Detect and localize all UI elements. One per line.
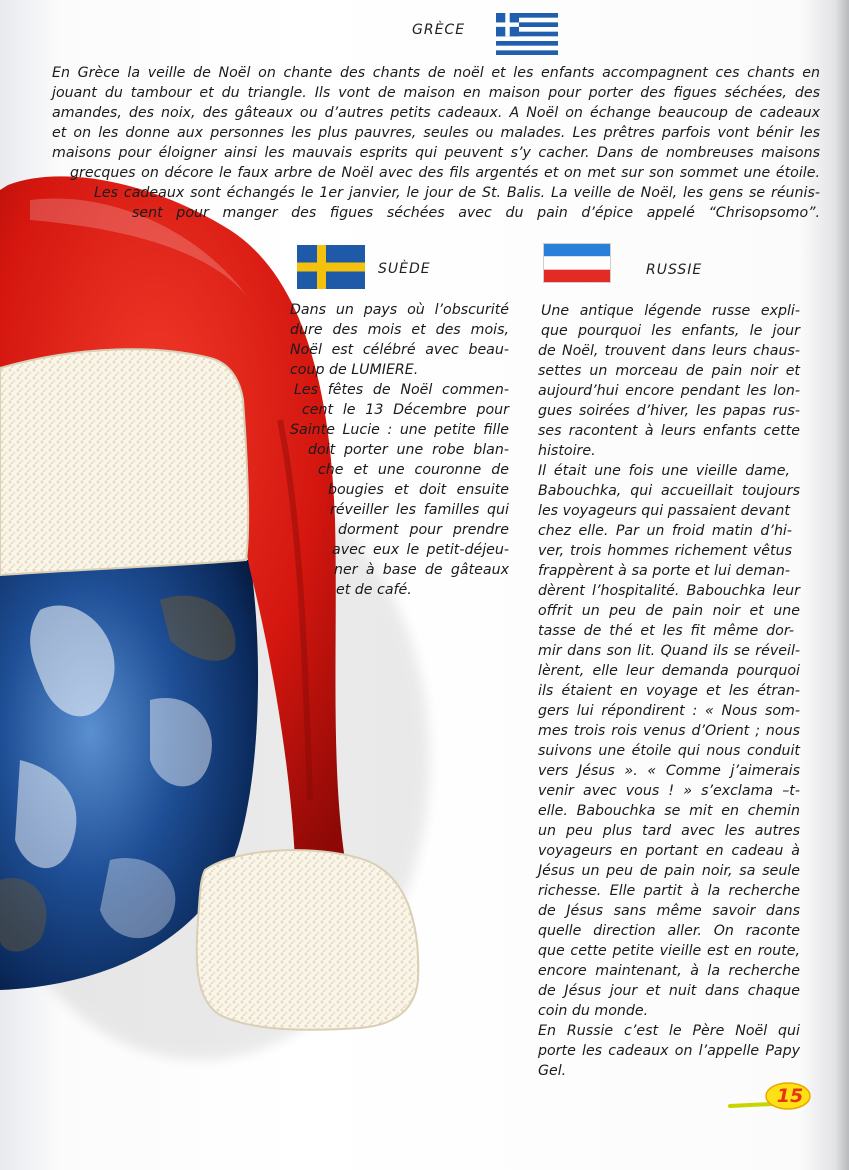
russia-line: quelle direction aller. On raconte xyxy=(538,923,800,939)
russia-line: un peu plus tard avec les autres xyxy=(538,823,800,839)
sweden-line: che et une couronne de xyxy=(318,462,509,478)
russia-line: de Jésus sans même savoir dans xyxy=(538,903,800,919)
page-number-badge xyxy=(728,1080,818,1118)
page-binding-shadow xyxy=(835,0,849,1170)
russian-flag-icon xyxy=(543,243,611,283)
sweden-line: Les fêtes de Noël commen- xyxy=(294,382,509,398)
russia-line: coin du monde. xyxy=(538,1003,649,1019)
russia-line: mir dans son lit. Quand ils se réveil- xyxy=(538,643,800,659)
russia-line: les voyageurs qui passaient devant xyxy=(538,503,790,519)
russia-line: Gel. xyxy=(538,1063,567,1079)
sweden-line: réveiller les familles qui xyxy=(330,502,509,518)
russia-line: frappèrent à sa porte et lui deman- xyxy=(538,563,790,579)
greece-line: sent pour manger des figues séchées avec du pain d’épice appelé “Chrisopsomo”. xyxy=(132,205,820,221)
greece-line: amandes, des noix, des gâteaux ou d’autres petits cadeaux. A Noël on échange beaucoup de cadeaux xyxy=(52,105,820,121)
sweden-line: Sainte Lucie : une petite fille xyxy=(290,422,509,438)
greece-line: grecques on décore le faux arbre de Noël avec des fils argentés et on met sur son sommet une étoile. xyxy=(70,165,820,181)
sweden-heading: SUÈDE xyxy=(378,261,431,277)
sweden-paragraph xyxy=(290,300,509,600)
sweden-line: cent le 13 Décembre pour xyxy=(302,402,509,418)
sweden-line: et de café. xyxy=(336,582,412,598)
russia-line: gers lui répondirent : « Nous som- xyxy=(538,703,800,719)
russia-line: Il était une fois une vieille dame, xyxy=(538,463,790,479)
russia-line: Jésus un peu de pain noir, sa seule xyxy=(538,863,800,879)
greece-line: En Grèce la veille de Noël on chante des chants de noël et les enfants accompagnent ces chants en xyxy=(52,65,820,81)
russia-line: porte les cadeaux on l’appelle Papy xyxy=(538,1043,800,1059)
greece-line: maisons pour éloigner ainsi les mauvais esprits qui peuvent s’y cacher. Dans de nombreuses maisons xyxy=(52,145,820,161)
sweden-line: dorment pour prendre xyxy=(338,522,509,538)
russia-line: mes trois rois venus d’Orient ; nous xyxy=(538,723,800,739)
russia-line: ses racontent à leurs enfants cette xyxy=(538,423,800,439)
russia-line: histoire. xyxy=(538,443,596,459)
russia-line: de Noël, trouvent dans leurs chaus- xyxy=(538,343,800,359)
sweden-line: ner à base de gâteaux xyxy=(334,562,509,578)
greece-line: et on les donne aux personnes les plus pauvres, seules ou malades. Les prêtres parfois vont bénir les xyxy=(52,125,820,141)
russia-line: lèrent, elle leur demanda pourquoi xyxy=(538,663,800,679)
russia-line: encore maintenant, à la recherche xyxy=(538,963,800,979)
russia-line: voyageurs en portant en cadeau à xyxy=(538,843,800,859)
sweden-line: Dans un pays où l’obscurité xyxy=(290,302,509,318)
swedish-flag-icon xyxy=(297,245,365,289)
russia-line: tasse de thé et les fit même dor- xyxy=(538,623,794,639)
sweden-line: coup de LUMIERE. xyxy=(290,362,419,378)
russia-line: Babouchka, qui accueillait toujours xyxy=(538,483,800,499)
russia-line: ver, trois hommes richement vêtus xyxy=(538,543,792,559)
russia-line: gues soirées d’hiver, les papas rus- xyxy=(538,403,800,419)
sweden-line: doit porter une robe blan- xyxy=(308,442,509,458)
page-number: 15 xyxy=(776,1085,804,1107)
russia-line: ils étaient en voyage et les étran- xyxy=(538,683,800,699)
russia-line: Une antique légende russe expli- xyxy=(541,303,800,319)
greece-paragraph xyxy=(52,63,820,223)
greece-line: jouant du tambour et du triangle. Ils vont de maison en maison pour porter des figues séchées, des xyxy=(52,85,820,101)
russia-line: que pourquoi les enfants, le jour xyxy=(541,323,800,339)
russia-line: En Russie c’est le Père Noël qui xyxy=(538,1023,800,1039)
sweden-line: Noël est célébré avec beau- xyxy=(290,342,509,358)
russia-line: settes un morceau de pain noir et xyxy=(538,363,800,379)
russia-line: elle. Babouchka se mit en chemin xyxy=(538,803,800,819)
russia-line: que cette petite vieille est en route, xyxy=(538,943,800,959)
russia-line: vers Jésus ». « Comme j’aimerais xyxy=(538,763,800,779)
greek-flag-icon xyxy=(496,13,558,55)
sweden-line: dure des mois et des mois, xyxy=(290,322,509,338)
sweden-line: bougies et doit ensuite xyxy=(328,482,509,498)
russia-line: de Jésus jour et nuit dans chaque xyxy=(538,983,800,999)
greece-line: Les cadeaux sont échangés le 1er janvier, le jour de St. Balis. La veille de Noël, les gens se réunis- xyxy=(94,185,820,201)
russia-line: richesse. Elle partit à la recherche xyxy=(538,883,800,899)
russia-heading: RUSSIE xyxy=(646,262,703,278)
russia-line: suivons une étoile qui nous conduit xyxy=(538,743,800,759)
greece-heading: GRÈCE xyxy=(412,22,466,38)
sweden-line: avec eux le petit-déjeu- xyxy=(332,542,509,558)
russia-line: chez elle. Par un froid matin d’hi- xyxy=(538,523,792,539)
russia-line: venir avec vous ! » s’exclama –t- xyxy=(538,783,800,799)
russia-line: dèrent l’hospitalité. Babouchka leur xyxy=(538,583,800,599)
russia-line: aujourd’hui encore pendant les lon- xyxy=(538,383,800,399)
russia-paragraph xyxy=(538,301,800,1081)
russia-line: offrit un peu de pain noir et une xyxy=(538,603,800,619)
